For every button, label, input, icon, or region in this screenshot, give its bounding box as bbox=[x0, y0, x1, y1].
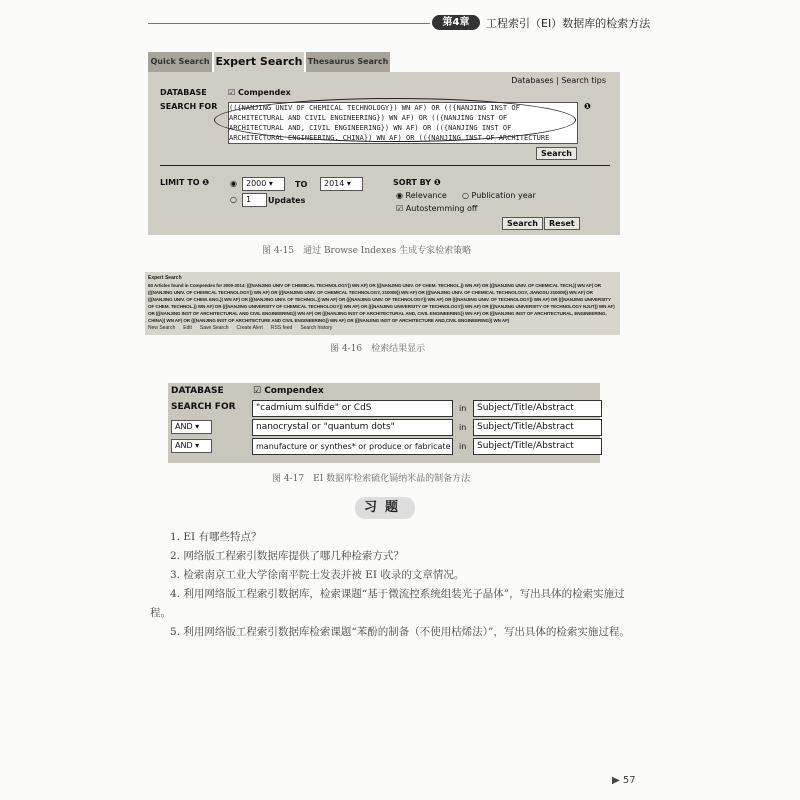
compendex-checkbox[interactable]: ☑ Compendex bbox=[253, 386, 324, 396]
search-for-label: SEARCH FOR bbox=[160, 102, 218, 111]
year-to-value: 2014 bbox=[324, 179, 345, 188]
figure-4-17-search-form bbox=[168, 383, 600, 463]
operator-select-3[interactable]: AND ▾ bbox=[171, 439, 212, 453]
autostemming-label: Autostemming off bbox=[405, 204, 478, 213]
operator-select-2[interactable]: AND ▾ bbox=[171, 420, 212, 434]
in-label: in bbox=[459, 423, 467, 432]
sort-pubyear-radio[interactable]: ○ Publication year bbox=[462, 191, 536, 200]
exercises-list bbox=[150, 528, 635, 642]
tab-thesaurus-search[interactable]: Thesaurus Search bbox=[306, 52, 390, 72]
search-term-2[interactable]: nanocrystal or "quantum dots" bbox=[252, 419, 453, 436]
caption-4-16: 图 4-16 检索结果显示 bbox=[330, 344, 426, 354]
field-select-2[interactable]: Subject/Title/Abstract bbox=[473, 419, 602, 436]
in-label: in bbox=[459, 442, 467, 451]
figure-4-15-expert-search bbox=[148, 52, 620, 235]
year-from-select[interactable]: 2000 ▾ bbox=[242, 177, 285, 191]
edit-link[interactable]: Edit bbox=[183, 325, 192, 331]
tab-quick-search[interactable]: Quick Search bbox=[148, 52, 212, 72]
limit-to-text: LIMIT TO bbox=[160, 178, 200, 187]
year-to-select[interactable]: 2014 ▾ bbox=[320, 177, 363, 191]
caption-4-17: 图 4-17 EI 数据库检索硫化镉纳米晶的制备方法 bbox=[272, 474, 471, 484]
exercise-item: 1. EI 有哪些特点？ bbox=[170, 531, 262, 543]
caption-4-15: 图 4-15 通过 Browse Indexes 生成专家检索策略 bbox=[262, 246, 472, 256]
chapter-badge: 第4章 bbox=[432, 15, 480, 30]
operator-value: AND bbox=[175, 441, 193, 450]
reset-button[interactable]: Reset bbox=[544, 217, 580, 230]
page-number-text: 57 bbox=[622, 775, 636, 786]
limit-to-label: LIMIT TO ❶ bbox=[160, 178, 210, 187]
tab-expert-search[interactable]: Expert Search bbox=[214, 52, 304, 72]
exercise-item: 4. 利用网络版工程索引数据库，检索课题“基于微流控系统组装光子晶体”，写出具体的检索实施过程。 bbox=[150, 588, 625, 619]
databases-search-tips-links[interactable]: Databases | Search tips bbox=[511, 76, 606, 85]
rss-feed-link[interactable]: RSS feed bbox=[270, 325, 293, 331]
info-icon[interactable]: ❶ bbox=[584, 102, 591, 111]
compendex-checkbox[interactable]: ☑ Compendex bbox=[228, 88, 291, 97]
field-select-3[interactable]: Subject/Title/Abstract bbox=[473, 438, 602, 455]
exercises-title: 习题 bbox=[355, 497, 415, 519]
database-label: DATABASE bbox=[171, 386, 224, 396]
database-label: DATABASE bbox=[160, 88, 207, 97]
create-alert-link[interactable]: Create Alert bbox=[236, 325, 263, 331]
field-select-1[interactable]: Subject/Title/Abstract bbox=[473, 400, 602, 417]
sort-by-text: SORT BY bbox=[393, 178, 432, 187]
operator-value: AND bbox=[175, 422, 193, 431]
pubyear-label: Publication year bbox=[471, 191, 536, 200]
sort-by-label: SORT BY ❶ bbox=[393, 178, 441, 187]
query-textarea[interactable]: (({NANJING UNIV OF CHEMICAL TECHNOLOGY}) WN AF) OR (({NANJING INST OF ARCHITECTURAL AND CIVIL ENGINEERING}) WN AF) OR (({NANJING INST OF ARCHITECTURAL AND, CIVIL ENGINEERING}) WN AF) OR (({NANJING INST OF ARCHITECTURAL ENGINEERING, CHINA}) WN AF) OR (({NANJING INST OF ARCHITECTURE bbox=[228, 102, 578, 144]
running-header: 工程索引（EI）数据库的检索方法 bbox=[486, 17, 651, 30]
to-label: TO bbox=[295, 180, 308, 189]
exercise-item: 3. 检索南京工业大学徐南平院士发表并被 EI 收录的文章情况。 bbox=[170, 569, 465, 581]
year-from-value: 2000 bbox=[246, 179, 267, 188]
search-term-1[interactable]: "cadmium sulfide" or CdS bbox=[252, 400, 453, 417]
compendex-label: Compendex bbox=[264, 386, 324, 396]
relevance-label: Relevance bbox=[405, 191, 447, 200]
updates-label: Updates bbox=[268, 196, 306, 205]
header-rule bbox=[148, 23, 430, 24]
figure-4-16-results bbox=[145, 272, 620, 335]
compendex-label: Compendex bbox=[237, 88, 291, 97]
figure-4-16-wrapper bbox=[145, 272, 620, 354]
exercise-item: 5. 利用网络版工程索引数据库检索课题“苯酚的制备（不使用枯烯法）”，写出具体的检索实施过程。 bbox=[170, 626, 630, 638]
save-search-link[interactable]: Save Search bbox=[199, 325, 229, 331]
exercise-item: 2. 网络版工程索引数据库提供了哪几种检索方式？ bbox=[170, 550, 404, 562]
search-term-3[interactable]: manufacture or synthes* or produce or fabricate bbox=[252, 438, 453, 455]
highlight-ellipse bbox=[214, 98, 576, 142]
results-actions bbox=[148, 325, 617, 332]
updates-radio[interactable]: ○ bbox=[230, 195, 237, 204]
updates-select[interactable]: 1 bbox=[242, 193, 267, 207]
sort-relevance-radio[interactable]: ◉ Relevance bbox=[396, 191, 447, 200]
page-number: ▶ 57 bbox=[612, 775, 636, 786]
search-button-top[interactable]: Search bbox=[536, 147, 577, 160]
expert-search-panel bbox=[148, 72, 620, 235]
year-range-radio[interactable]: ◉ bbox=[230, 179, 237, 188]
autostemming-checkbox[interactable]: ☑ Autostemming off bbox=[396, 204, 478, 213]
search-for-label: SEARCH FOR bbox=[171, 402, 236, 412]
results-query-text: 60 Articles found in Compendex for 2000-2014: (({NANJING UNIV OF CHEMICAL TECHNOLOGY}) WN AF) OR (({NANJING UNIV. OF CHEM. TECHNOL.}) WN AF) OR (({NANJING UNIV. OF CHEMICAL TECH.}) WN AF) OR (({NANJING UNIV. OF CHEMICAL TECHNOLOGY}) WN AF) OR (({NANJING UNIV. OF CHEMICAL TECHNOLOGY, 210009}) WN AF) OR (({NANJING UNIV. OF CHEMICAL TECHNOLOGY, JIANGSU 210009}) WN AF) OR (({NANJING UNIV. OF CHEM. ENG.}) WN AF) OR (({NANJING UNIV. OF TECHNOL.}) WN AF) OR (({NANJING UNIV. OF TECHNOLOGY}) WN AF) OR (({NANJING UNIV. OF TECHNOLOGY}) WN AF) OR (({NANJING UNIVERSITY OF CHEM. TECHNOL.}) WN AF) OR (({NANJING UNIVERSITY OF CHEMICAL TECHNOLOGY}) WN AF) OR (({NANJING UNIVERSITY OF TECHNOLOGY}) WN AF) OR (({NANJING UNIVERSITY OF TECHNOLOGY NJUT}) WN AF) OR (({NANJING INST OF ARCHITECTURAL AND CIVIL ENGINEERING}) WN AF) OR (({NANJING INST OF ARCHITECTURAL AND, CIVIL ENGINEERING}) WN AF) OR (({NANJING INST OF ARCHITECTURAL, ENGINEERING, CHINA}) WN AF) OR (({NANJING INST OF ARCHITECTURE AND CIVIL ENGINEERING}) WN AF) OR (({NANJING INST OF ARCHITECTURE AND,CIVIL ENGINEERING}) WN AF) bbox=[148, 283, 615, 323]
new-search-link[interactable]: New Search bbox=[148, 325, 176, 331]
divider bbox=[160, 165, 610, 166]
search-button[interactable]: Search bbox=[502, 217, 543, 230]
in-label: in bbox=[459, 404, 467, 413]
search-history-link[interactable]: Search history bbox=[300, 325, 333, 331]
results-title: Expert Search bbox=[148, 275, 182, 281]
